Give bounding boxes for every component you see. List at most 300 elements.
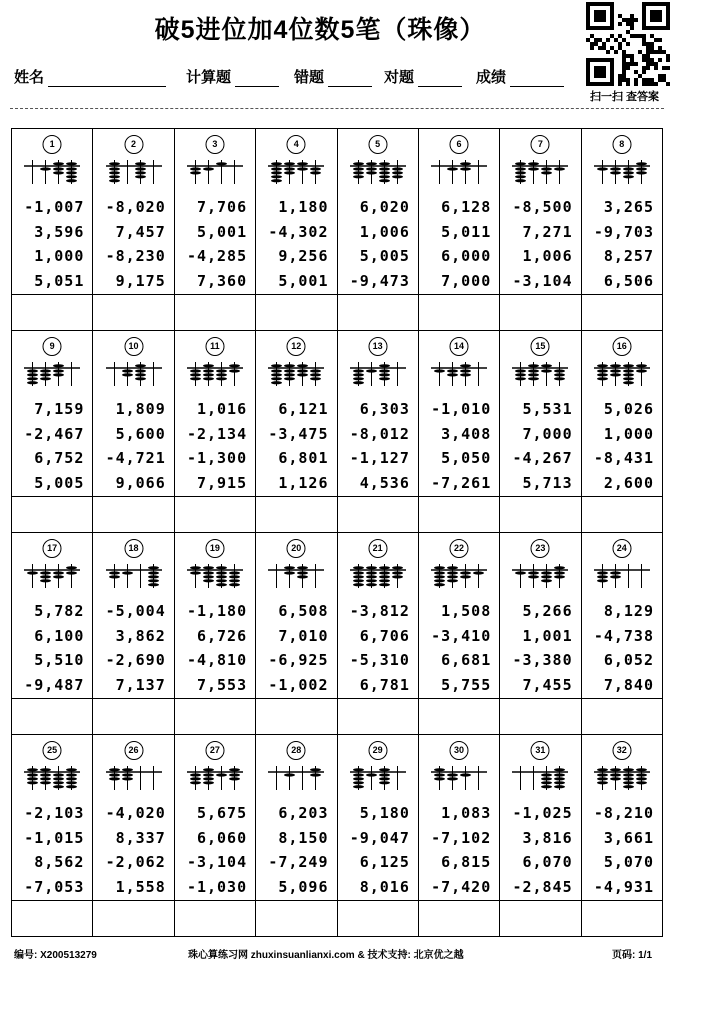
right-line[interactable] [418, 68, 462, 87]
addend-value: 5,026 [603, 400, 654, 418]
problem-number: 4 [287, 135, 306, 154]
abacus-bead [353, 768, 364, 771]
abacus-bead [284, 373, 295, 376]
abacus-bead [447, 373, 458, 376]
qr-module [594, 38, 598, 42]
addend-value: -1,007 [24, 198, 85, 216]
problem-number: 10 [124, 337, 143, 356]
answer-cell[interactable] [93, 497, 174, 532]
abacus-bead [297, 571, 308, 574]
addend-list [512, 397, 572, 495]
addend-value: 6,781 [359, 675, 410, 694]
abacus-bead [109, 575, 120, 578]
answer-cell[interactable] [500, 295, 581, 330]
abacus-bead [27, 768, 38, 771]
qr-module [602, 46, 606, 50]
abacus-bead [310, 373, 321, 376]
addend-value: -1,025 [512, 804, 573, 822]
abacus-bead [460, 364, 471, 367]
abacus-bead [353, 777, 364, 780]
answer-cell[interactable] [419, 699, 500, 734]
abacus-bead [271, 377, 282, 380]
abacus-bead [554, 167, 565, 170]
abacus-bead [135, 373, 146, 376]
abacus-bead [379, 171, 390, 174]
abacus-bead [53, 575, 64, 578]
addend-list [594, 599, 654, 697]
addend-value: 9,256 [278, 247, 329, 265]
dashed-divider [10, 108, 664, 109]
abacus-bead [284, 369, 295, 372]
abacus-icon [431, 361, 487, 387]
qr-module [634, 18, 638, 22]
addend-value: 6,000 [441, 247, 492, 265]
qr-code[interactable] [586, 2, 672, 86]
abacus-bead [353, 785, 364, 788]
problem-cell [256, 533, 337, 698]
qr-module [590, 34, 594, 38]
answer-cell[interactable] [500, 497, 581, 532]
problem-block [12, 533, 662, 735]
problem-cell [12, 129, 93, 294]
addend-value: 6,128 [441, 198, 492, 216]
problem-number: 2 [124, 135, 143, 154]
problem-number: 15 [531, 337, 550, 356]
addend-value: 2,600 [603, 473, 654, 492]
addend-list [512, 801, 572, 899]
answer-cell[interactable] [419, 901, 500, 936]
abacus-bead [379, 364, 390, 367]
problem-number: 9 [43, 337, 62, 356]
abacus-bead [515, 167, 526, 170]
qr-module [598, 46, 602, 50]
qr-module [622, 38, 626, 42]
abacus-bead [190, 571, 201, 574]
abacus-bead [66, 167, 77, 170]
answer-cell[interactable] [12, 699, 93, 734]
footer-site: 珠心算练习网 zhuxinsuanlianxi.com & 技术支持: 北京优之越 [188, 950, 464, 961]
abacus-bead [541, 579, 552, 582]
abacus-bead [53, 171, 64, 174]
abacus-bead [541, 773, 552, 776]
addend-value: 7,553 [196, 675, 248, 694]
qr-module [654, 62, 658, 66]
problem-number: 13 [368, 337, 387, 356]
abacus-bead [40, 781, 51, 784]
abacus-bead [40, 768, 51, 771]
answer-cell[interactable] [256, 295, 337, 330]
problem-cell [93, 331, 174, 496]
problem-number: 25 [43, 741, 62, 760]
abacus-bead [229, 583, 240, 586]
abacus-bead [203, 768, 214, 771]
answer-cell[interactable] [582, 497, 662, 532]
addend-value: 8,129 [603, 602, 654, 620]
answer-row [12, 699, 662, 734]
addend-list [106, 599, 166, 697]
abacus-icon [268, 563, 324, 589]
addend-value: -2,062 [105, 853, 166, 871]
abacus-bead [216, 377, 227, 380]
answer-cell[interactable] [93, 901, 174, 936]
abacus-bead [528, 162, 539, 165]
addend-value: 5,510 [34, 651, 85, 669]
addend-list [187, 599, 247, 697]
answer-cell[interactable] [175, 901, 256, 936]
abacus-bead [541, 781, 552, 784]
abacus-bead [597, 373, 608, 376]
addend-value: 6,060 [196, 828, 248, 847]
abacus-bead [597, 768, 608, 771]
qr-module [622, 62, 626, 66]
abacus-bead [379, 575, 390, 578]
abacus-icon [594, 563, 650, 589]
addend-value: -9,487 [24, 675, 85, 694]
right-field[interactable] [384, 66, 462, 87]
abacus-bead [66, 768, 77, 771]
addend-value: 1,006 [522, 247, 573, 265]
abacus-bead [216, 162, 227, 165]
qr-module [590, 46, 594, 50]
abacus-bead [447, 579, 458, 582]
wrong-line[interactable] [328, 68, 372, 87]
answer-cell[interactable] [419, 295, 500, 330]
qr-module [622, 70, 626, 74]
qr-module [622, 54, 626, 58]
addend-list [594, 801, 654, 899]
addend-list [431, 801, 491, 899]
qr-module [646, 82, 650, 86]
problem-cell [500, 331, 581, 496]
problem-block [12, 735, 662, 936]
answer-cell[interactable] [338, 901, 419, 936]
addend-value: -4,020 [105, 804, 166, 822]
abacus-bead [554, 768, 565, 771]
qr-module [646, 54, 650, 58]
abacus-bead [135, 175, 146, 178]
qr-module [630, 22, 634, 26]
score-line[interactable] [510, 68, 564, 87]
right-label: 对题 [384, 69, 415, 86]
problem-number: 27 [205, 741, 224, 760]
abacus-bead [229, 768, 240, 771]
abacus-bead [597, 575, 608, 578]
abacus-bead [636, 162, 647, 165]
addend-value: 5,050 [441, 449, 492, 467]
addend-value: 9,175 [115, 271, 166, 290]
name-label: 姓名 [14, 69, 45, 86]
addend-value: 5,005 [34, 473, 85, 492]
addend-value: 7,010 [278, 626, 329, 645]
abacus-bead [541, 364, 552, 367]
qr-finder [650, 10, 662, 22]
abacus-bead [515, 171, 526, 174]
qr-module [610, 34, 614, 38]
abacus-bead [623, 171, 634, 174]
abacus-bead [392, 571, 403, 574]
answer-cell[interactable] [12, 497, 93, 532]
abacus-bead [109, 773, 120, 776]
abacus-bead [460, 575, 471, 578]
qr-module [630, 58, 634, 62]
abacus-icon [106, 765, 162, 791]
abacus-bead [109, 571, 120, 574]
abacus-bead [366, 579, 377, 582]
abacus-bead [135, 377, 146, 380]
answer-cell[interactable] [500, 699, 581, 734]
abacus-bead [541, 575, 552, 578]
qr-module [654, 82, 658, 86]
qr-module [618, 42, 622, 46]
abacus-bead [597, 571, 608, 574]
addend-value: 5,266 [522, 602, 573, 620]
abacus-bead [297, 575, 308, 578]
abacus-bead [310, 167, 321, 170]
abacus-bead [148, 575, 159, 578]
answer-cell[interactable] [338, 699, 419, 734]
abacus-bead [190, 377, 201, 380]
addend-list [106, 801, 166, 899]
problem-cell [12, 735, 93, 900]
abacus-bead [636, 777, 647, 780]
abacus-icon [431, 563, 487, 589]
abacus-icon [187, 361, 243, 387]
addend-value: 1,016 [196, 400, 248, 418]
addend-value: 6,070 [522, 853, 573, 871]
abacus-bead [434, 773, 445, 776]
addend-value: -8,230 [105, 247, 166, 265]
addend-value: 1,006 [359, 222, 410, 241]
wrong-field[interactable] [294, 66, 372, 87]
name-field[interactable] [14, 66, 166, 87]
abacus-bead [310, 171, 321, 174]
abacus-bead [229, 369, 240, 372]
qr-module [654, 38, 658, 42]
addend-list [268, 599, 328, 697]
addend-value: 5,782 [34, 602, 85, 620]
abacus-bead [40, 575, 51, 578]
qr-module [646, 66, 650, 70]
abacus-bead [271, 171, 282, 174]
problem-number: 21 [368, 539, 387, 558]
qr-module [638, 50, 642, 54]
abacus-bead [40, 377, 51, 380]
qr-module [646, 62, 650, 66]
abacus-bead [379, 179, 390, 182]
problem-number: 32 [612, 741, 631, 760]
addend-value: -1,010 [431, 400, 492, 418]
answer-cell[interactable] [500, 901, 581, 936]
answer-cell[interactable] [93, 699, 174, 734]
abacus-bead [434, 369, 445, 372]
answer-cell[interactable] [175, 699, 256, 734]
abacus-bead [379, 175, 390, 178]
problem-number: 24 [612, 539, 631, 558]
abacus-icon [350, 563, 406, 589]
abacus-bead [623, 768, 634, 771]
answer-cell[interactable] [582, 901, 662, 936]
abacus-bead [515, 377, 526, 380]
problem-cell [419, 735, 500, 900]
addend-value: 8,562 [34, 853, 85, 871]
abacus-bead [353, 167, 364, 170]
addend-value: 8,150 [278, 828, 329, 847]
problem-number: 6 [450, 135, 469, 154]
addend-value: -3,380 [512, 651, 573, 669]
problem-number: 14 [450, 337, 469, 356]
wrong-label: 错题 [294, 69, 325, 86]
qr-module [642, 66, 646, 70]
abacus-bead [447, 167, 458, 170]
answer-cell[interactable] [338, 295, 419, 330]
abacus-bead [353, 773, 364, 776]
abacus-bead [53, 364, 64, 367]
abacus-bead [554, 773, 565, 776]
abacus-bead [597, 773, 608, 776]
addend-list [268, 801, 328, 899]
abacus-bead [122, 369, 133, 372]
qr-module [666, 58, 670, 62]
abacus-bead [379, 777, 390, 780]
problem-cell [338, 331, 419, 496]
abacus-bead [40, 571, 51, 574]
abacus-bead [636, 768, 647, 771]
answer-cell[interactable] [175, 295, 256, 330]
abacus-icon [350, 361, 406, 387]
abacus-bead [460, 571, 471, 574]
problem-cell [582, 331, 662, 496]
abacus-bead [53, 785, 64, 788]
answer-cell[interactable] [338, 497, 419, 532]
answer-cell[interactable] [582, 295, 662, 330]
qr-module [622, 50, 626, 54]
abacus-bead [271, 381, 282, 384]
footer-code: 编号: X200513279 [14, 950, 97, 961]
abacus-bead [554, 781, 565, 784]
abacus-bead [636, 369, 647, 372]
qr-module [642, 58, 646, 62]
abacus-icon [512, 563, 568, 589]
addend-value: -8,210 [593, 804, 654, 822]
problem-cell [175, 331, 256, 496]
answer-cell[interactable] [256, 497, 337, 532]
qr-module [630, 34, 634, 38]
addend-list [24, 801, 84, 899]
abacus-bead [353, 373, 364, 376]
abacus-bead [597, 167, 608, 170]
abacus-bead [392, 575, 403, 578]
qr-module [634, 78, 638, 82]
calc-field[interactable] [186, 66, 279, 87]
abacus-bead [135, 369, 146, 372]
problem-cell [419, 129, 500, 294]
abacus-bead [271, 369, 282, 372]
abacus-bead [610, 575, 621, 578]
abacus-bead [379, 162, 390, 165]
addend-value: 3,265 [603, 198, 654, 216]
answer-cell[interactable] [175, 497, 256, 532]
problem-number: 26 [124, 741, 143, 760]
abacus-bead [366, 583, 377, 586]
abacus-bead [541, 777, 552, 780]
abacus-bead [597, 377, 608, 380]
abacus-bead [190, 373, 201, 376]
abacus-bead [297, 373, 308, 376]
qr-module [626, 78, 630, 82]
addend-list [350, 801, 410, 899]
name-line[interactable] [48, 68, 166, 87]
abacus-bead [271, 167, 282, 170]
abacus-bead [541, 571, 552, 574]
abacus-bead [216, 373, 227, 376]
addend-value: -1,180 [186, 602, 248, 620]
abacus-bead [216, 583, 227, 586]
answer-cell[interactable] [12, 901, 93, 936]
answer-cell[interactable] [256, 699, 337, 734]
addend-list [187, 397, 247, 495]
addend-value: 7,137 [115, 675, 166, 694]
addend-value: -2,134 [186, 424, 248, 443]
abacus-bead [203, 781, 214, 784]
abacus-bead [284, 162, 295, 165]
problem-block [12, 129, 662, 331]
calc-line[interactable] [235, 68, 279, 87]
problem-cell [175, 735, 256, 900]
abacus-bead [353, 175, 364, 178]
qr-module [662, 74, 666, 78]
abacus-icon [268, 765, 324, 791]
abacus-bead [109, 162, 120, 165]
score-field[interactable] [476, 66, 564, 87]
abacus-bead [554, 566, 565, 569]
qr-module [630, 14, 634, 18]
abacus-bead [53, 167, 64, 170]
answer-cell[interactable] [582, 699, 662, 734]
abacus-bead [27, 369, 38, 372]
qr-module [630, 54, 634, 58]
abacus-bead [353, 171, 364, 174]
qr-module [650, 50, 654, 54]
problem-number: 28 [287, 741, 306, 760]
abacus-bead [636, 167, 647, 170]
addend-value: 6,801 [278, 449, 329, 467]
abacus-bead [229, 364, 240, 367]
abacus-icon [24, 159, 80, 185]
abacus-bead [66, 179, 77, 182]
addend-value: 5,011 [441, 222, 492, 241]
abacus-bead [66, 785, 77, 788]
abacus-bead [554, 777, 565, 780]
answer-cell[interactable] [93, 295, 174, 330]
abacus-bead [203, 373, 214, 376]
abacus-bead [27, 373, 38, 376]
abacus-bead [623, 175, 634, 178]
abacus-bead [623, 364, 634, 367]
qr-module [634, 70, 638, 74]
page-title: 破5进位加4位数5笔（珠像） [154, 16, 486, 44]
abacus-bead [515, 369, 526, 372]
answer-cell[interactable] [419, 497, 500, 532]
abacus-bead [66, 171, 77, 174]
addend-value: 8,016 [359, 877, 410, 896]
qr-module [658, 74, 662, 78]
addend-value: -9,703 [593, 222, 654, 241]
addend-value: 1,083 [441, 804, 492, 822]
answer-cell[interactable] [256, 901, 337, 936]
abacus-bead [434, 571, 445, 574]
answer-cell[interactable] [12, 295, 93, 330]
abacus-bead [434, 579, 445, 582]
